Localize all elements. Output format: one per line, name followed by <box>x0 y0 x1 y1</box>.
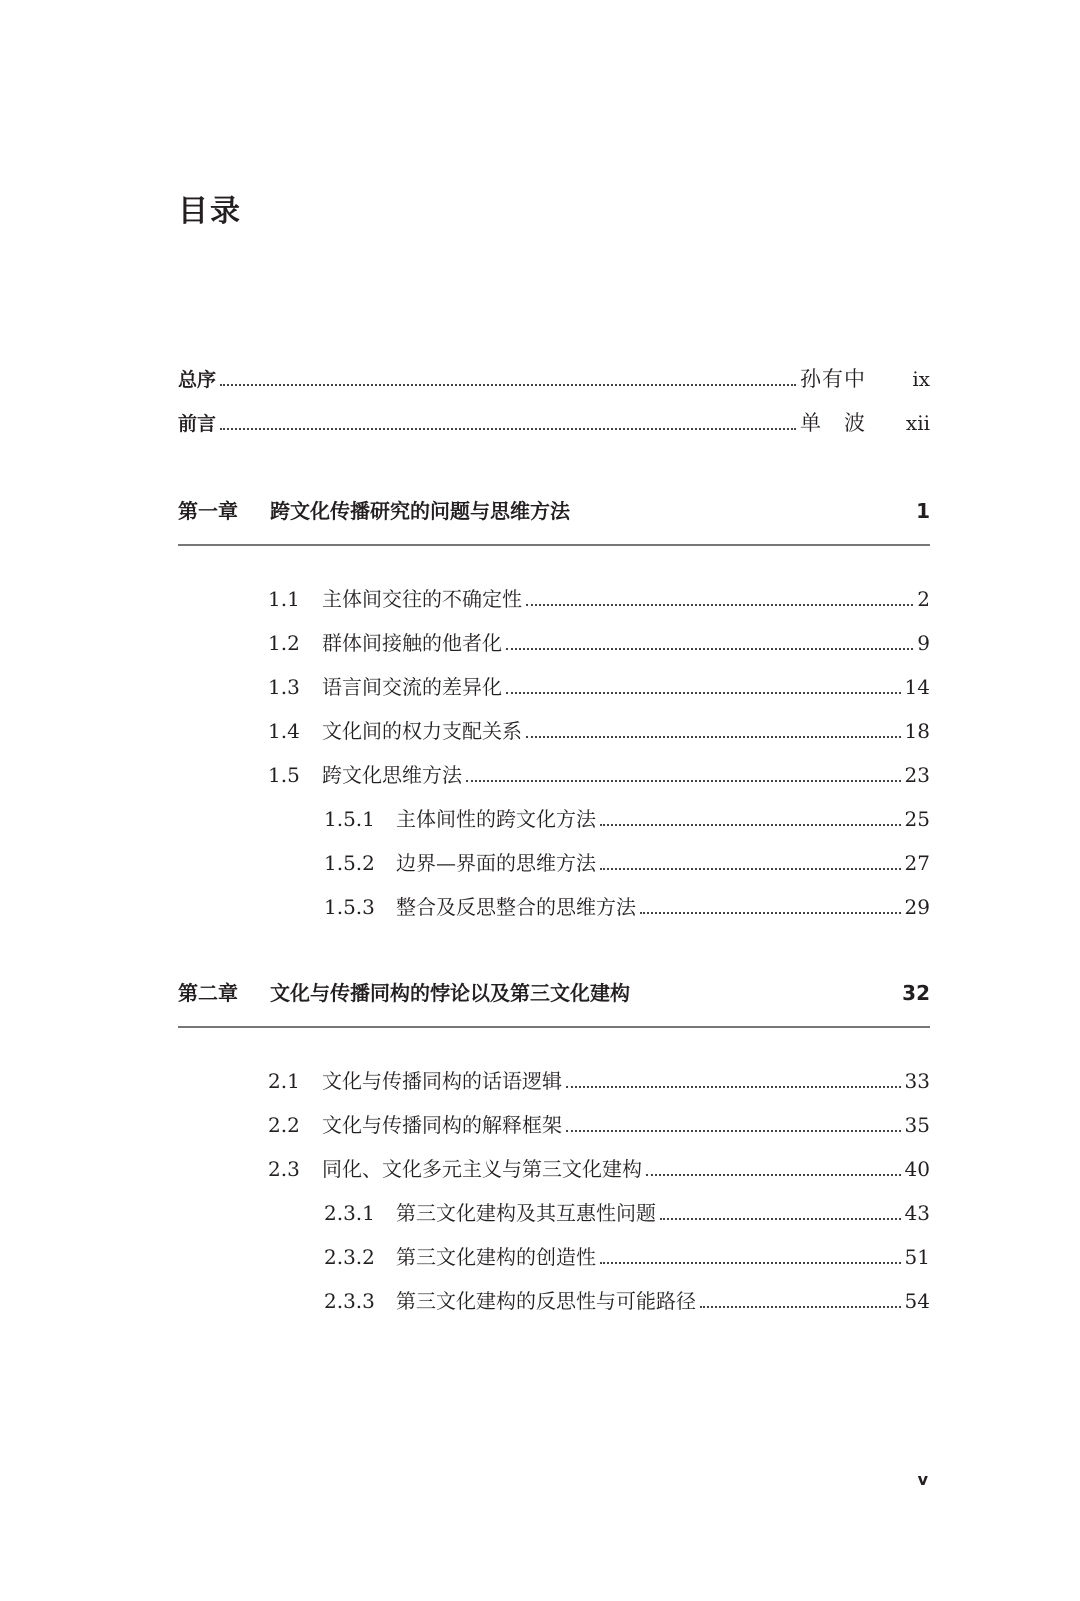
toc-section[interactable] <box>268 758 930 792</box>
dot-leader <box>600 1261 901 1264</box>
toc-entry-foreword[interactable] <box>178 406 930 440</box>
section-number: 1.1 <box>268 587 300 611</box>
dot-leader <box>220 383 796 386</box>
section-page: 33 <box>904 1069 930 1093</box>
toc-subsection[interactable] <box>324 1196 930 1230</box>
subsection-page: 25 <box>904 807 930 831</box>
subsection-page: 27 <box>904 851 930 875</box>
subsection-number: 2.3.1 <box>324 1201 375 1225</box>
dot-leader <box>220 427 796 430</box>
subsection-number: 1.5.2 <box>324 851 375 875</box>
section-page: 2 <box>917 587 930 611</box>
section-title: 主体间交往的不确定性 <box>322 587 522 611</box>
section-page: 14 <box>904 675 930 699</box>
section-title: 文化与传播同构的解释框架 <box>322 1113 562 1137</box>
section-page: 23 <box>904 763 930 787</box>
toc-section[interactable] <box>268 582 930 616</box>
dot-leader <box>646 1173 901 1176</box>
chapter-title: 文化与传播同构的悖论以及第三文化建构 <box>270 981 630 1005</box>
toc-entry-label: 总序 <box>178 369 217 391</box>
subsection-title: 第三文化建构的创造性 <box>396 1245 596 1269</box>
subsection-title: 第三文化建构及其互惠性问题 <box>396 1201 656 1225</box>
dot-leader <box>566 1129 901 1132</box>
dot-leader <box>526 603 913 606</box>
toc-section[interactable] <box>268 626 930 660</box>
toc-entry-author: 孙有中 <box>800 367 866 391</box>
toc-subsection[interactable] <box>324 1284 930 1318</box>
section-title: 跨文化思维方法 <box>322 763 462 787</box>
toc-subsection[interactable] <box>324 1240 930 1274</box>
chapter-number: 第二章 <box>178 981 238 1005</box>
section-number: 2.2 <box>268 1113 300 1137</box>
toc-section[interactable] <box>268 714 930 748</box>
subsection-page: 54 <box>904 1289 930 1313</box>
toc-section[interactable] <box>268 1108 930 1142</box>
chapter-number: 第一章 <box>178 499 238 523</box>
chapter-page: 32 <box>902 981 930 1005</box>
section-page: 9 <box>917 631 930 655</box>
section-page: 18 <box>904 719 930 743</box>
dot-leader <box>700 1305 901 1308</box>
toc-entry-preface-general[interactable] <box>178 362 930 396</box>
toc-subsection[interactable] <box>324 846 930 880</box>
section-number: 1.4 <box>268 719 300 743</box>
toc-entry-page: ix <box>912 367 930 391</box>
chapter-page: 1 <box>916 499 930 523</box>
subsection-page: 43 <box>904 1201 930 1225</box>
toc-subsection[interactable] <box>324 890 930 924</box>
section-number: 1.2 <box>268 631 300 655</box>
toc-subsection[interactable] <box>324 802 930 836</box>
toc-entry-author: 单 波 <box>800 411 866 435</box>
dot-leader <box>506 691 901 694</box>
toc-section[interactable] <box>268 670 930 704</box>
section-page: 35 <box>904 1113 930 1137</box>
dot-leader <box>566 1085 901 1088</box>
dot-leader <box>600 867 901 870</box>
chapter-divider <box>178 1026 930 1028</box>
chapter-title: 跨文化传播研究的问题与思维方法 <box>270 499 570 523</box>
subsection-number: 2.3.3 <box>324 1289 375 1313</box>
chapter-heading-2[interactable] <box>178 976 930 1010</box>
section-title: 语言间交流的差异化 <box>322 675 502 699</box>
subsection-title: 第三文化建构的反思性与可能路径 <box>396 1289 696 1313</box>
section-number: 2.1 <box>268 1069 300 1093</box>
subsection-page: 29 <box>904 895 930 919</box>
subsection-number: 2.3.2 <box>324 1245 375 1269</box>
subsection-number: 1.5.1 <box>324 807 375 831</box>
subsection-title: 整合及反思整合的思维方法 <box>396 895 636 919</box>
subsection-title: 边界—界面的思维方法 <box>396 851 596 875</box>
chapter-heading-1[interactable] <box>178 494 930 528</box>
section-title: 群体间接触的他者化 <box>322 631 502 655</box>
toc-section[interactable] <box>268 1152 930 1186</box>
toc-section[interactable] <box>268 1064 930 1098</box>
section-number: 1.5 <box>268 763 300 787</box>
dot-leader <box>600 823 901 826</box>
toc-entry-label: 前言 <box>178 413 217 435</box>
subsection-title: 主体间性的跨文化方法 <box>396 807 596 831</box>
section-number: 2.3 <box>268 1157 300 1181</box>
toc-entry-page: xii <box>905 411 930 435</box>
section-number: 1.3 <box>268 675 300 699</box>
page-number: v <box>917 1470 928 1489</box>
page-title: 目录 <box>178 194 242 229</box>
dot-leader <box>660 1217 901 1220</box>
dot-leader <box>640 911 901 914</box>
section-title: 同化、文化多元主义与第三文化建构 <box>322 1157 642 1181</box>
section-title: 文化与传播同构的话语逻辑 <box>322 1069 562 1093</box>
subsection-page: 51 <box>904 1245 930 1269</box>
dot-leader <box>466 779 901 782</box>
section-title: 文化间的权力支配关系 <box>322 719 522 743</box>
chapter-divider <box>178 544 930 546</box>
section-page: 40 <box>904 1157 930 1181</box>
dot-leader <box>506 647 913 650</box>
dot-leader <box>526 735 901 738</box>
subsection-number: 1.5.3 <box>324 895 375 919</box>
